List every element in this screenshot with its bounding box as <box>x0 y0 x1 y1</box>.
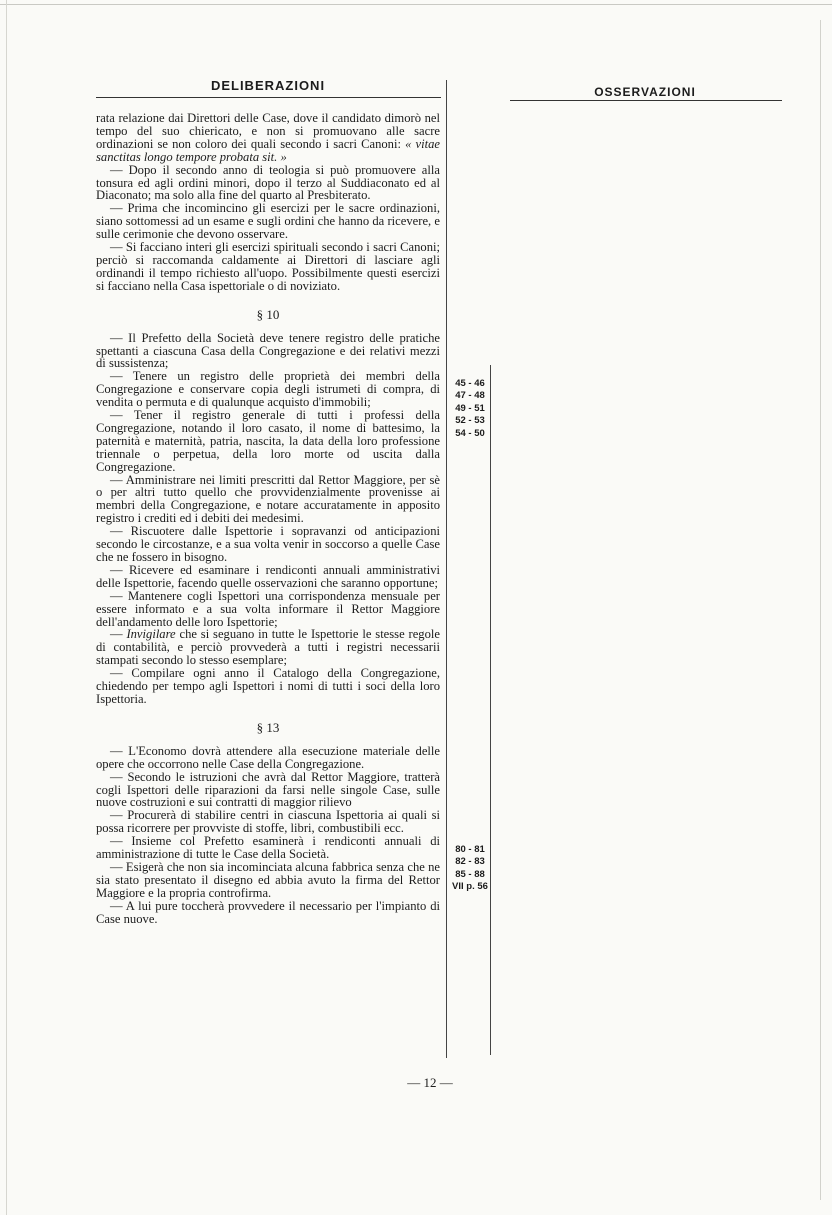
paragraph: — Secondo le istruzioni che avrà dal Rettor Maggiore, tratterà cogli Ispettori delle riparazioni da farsi nelle singole Case, sulle nuove costruzioni e sui contratti di maggior rilievo <box>96 769 440 810</box>
paragraph: — Compilare ogni anno il Catalogo della Congregazione, chiedendo per tempo agli Ispettori i nomi di tutti i soci della loro Ispettoria. <box>96 666 440 706</box>
column-header-osservazioni: OSSERVAZIONI <box>594 85 696 99</box>
paragraph: — Amministrare nei limiti prescritti dal Rettor Maggiore, per sè o per altri tutto quello che provvidenzialmente provenisse ai membri della Congregazione, e notare accuratamente in apposito registro i crediti ed i debiti dei medesimi. <box>96 472 440 526</box>
column-divider-refs <box>490 365 491 1055</box>
paragraph <box>96 112 440 164</box>
page-edge-left <box>6 0 7 1215</box>
reference-number: 82 - 83 <box>455 856 485 868</box>
paragraph: — A lui pure toccherà provvedere il necessario per l'impianto di Case nuove. <box>96 898 440 926</box>
reference-number: 47 - 48 <box>455 390 485 402</box>
paragraph: — Procurerà di stabilire centri in ciascuna Ispettoria ai quali si possa ricorrere per provviste di stoffe, libri, combustibili ecc. <box>96 808 440 836</box>
reference-number: 52 - 53 <box>455 415 485 427</box>
paragraph: — Mantenere cogli Ispettori una corrispondenza mensuale per essere informato e a sua volta informare il Rettor Maggiore dell'andamento delle loro Ispettorie; <box>96 588 440 629</box>
reference-number: 45 - 46 <box>455 378 485 389</box>
latin-quote: « vitae sanctitas longo tempore probata sit. » <box>96 136 441 164</box>
page-edge-right <box>820 20 821 1200</box>
paragraph: — L'Economo dovrà attendere alla esecuzione materiale delle opere che occorrono nelle Case della Congregazione. <box>96 743 440 771</box>
reference-list-13 <box>450 844 490 894</box>
header-rule-left <box>96 97 441 98</box>
deliberazioni-column <box>96 112 440 925</box>
section-heading-13: § 13 <box>256 719 280 735</box>
reference-number: 49 - 51 <box>455 402 485 414</box>
paragraph: — Invigilare che si seguano in tutte le Ispettorie le stesse regole di contabilità, e perciò provvederà a tutti i registri necessarii stampati secondo lo stesso esemplare; <box>96 627 440 668</box>
paragraph: — Insieme col Prefetto esaminerà i rendiconti annuali di amministrazione di tutte le Case della Società. <box>96 834 440 862</box>
page-number: — 12 — <box>407 1075 453 1090</box>
italic-word: Invigilare <box>126 627 176 642</box>
paragraph: — Tenere un registro delle proprietà dei membri della Congregazione e conservare copia degli istrumeti di compra, di vendita o permuta e di qualunque acquisto d'immobili; <box>96 369 440 410</box>
paragraph: — Dopo il secondo anno di teologia si può promuovere alla tonsura ed agli ordini minori, dopo il terzo al Suddiaconato ed al Diaconato; ma solo alla fine del quarto al Presbiterato. <box>96 162 440 203</box>
paragraph: — Prima che incomincino gli esercizi per le sacre ordinazioni, siano sottomessi ad un esame e sugli ordini che hanno da ricevere, e sulle cerimonie che devono osservare. <box>96 201 440 242</box>
column-divider-main <box>446 80 447 1058</box>
reference-number: 54 - 50 <box>455 427 485 439</box>
paragraph: — Tener il registro generale di tutti i professi della Congregazione, notando il loro casato, il nome di battesimo, la paternità e maternità, patria, nascita, la data della loro professione triennale o perpetua, della loro morte od uscita dalla Congregazione. <box>96 408 440 474</box>
reference-number: 85 - 88 <box>455 868 485 880</box>
reference-list-10 <box>450 378 490 440</box>
paragraph: — Il Prefetto della Società deve tenere registro delle pratiche spettanti a ciascuna Casa della Congregazione e dei relativi mezzi di sussistenza; <box>96 330 440 371</box>
paragraph: — Ricevere ed esaminare i rendiconti annuali amministrativi delle Ispettorie, facendo quelle osservazioni che saranno opportune; <box>96 562 440 590</box>
column-header-deliberazioni: DELIBERAZIONI <box>210 78 326 93</box>
paragraph: — Esigerà che non sia incominciata alcuna fabbrica senza che ne sia stato presentato il disegno ed abbia avuto la firma del Rettor Maggiore e la propria controfirma. <box>96 859 440 900</box>
reference-number: VII p. 56 <box>452 881 488 893</box>
paragraph: — Riscuotere dalle Ispettorie i sopravanzi od anticipazioni secondo le circostanze, e a sua volta venir in soccorso a quelle Case che ne fossero in bisogno. <box>96 524 440 564</box>
page-edge-top <box>0 4 832 5</box>
paragraph: — Si facciano interi gli esercizi spirituali secondo i sacri Canoni; perciò si raccomanda caldamente ai Direttori di lasciare agli ordinandi il tempo richiesto all'uopo. Possibilmente questi esercizi si facciano nella Casa ispettoriale o di noviziato. <box>96 240 440 293</box>
reference-number: 80 - 81 <box>455 844 485 855</box>
header-rule-right <box>510 100 782 101</box>
section-heading-10: § 10 <box>256 306 280 322</box>
paragraph-text-a0-pre: rata relazione dai Direttori delle Case, dove il candidato dimorò nel tempo del suo chiericato, e non si promuovano alle sacre ordinazioni se non coloro dei quali secondo i sacri Canoni: <box>96 111 440 151</box>
